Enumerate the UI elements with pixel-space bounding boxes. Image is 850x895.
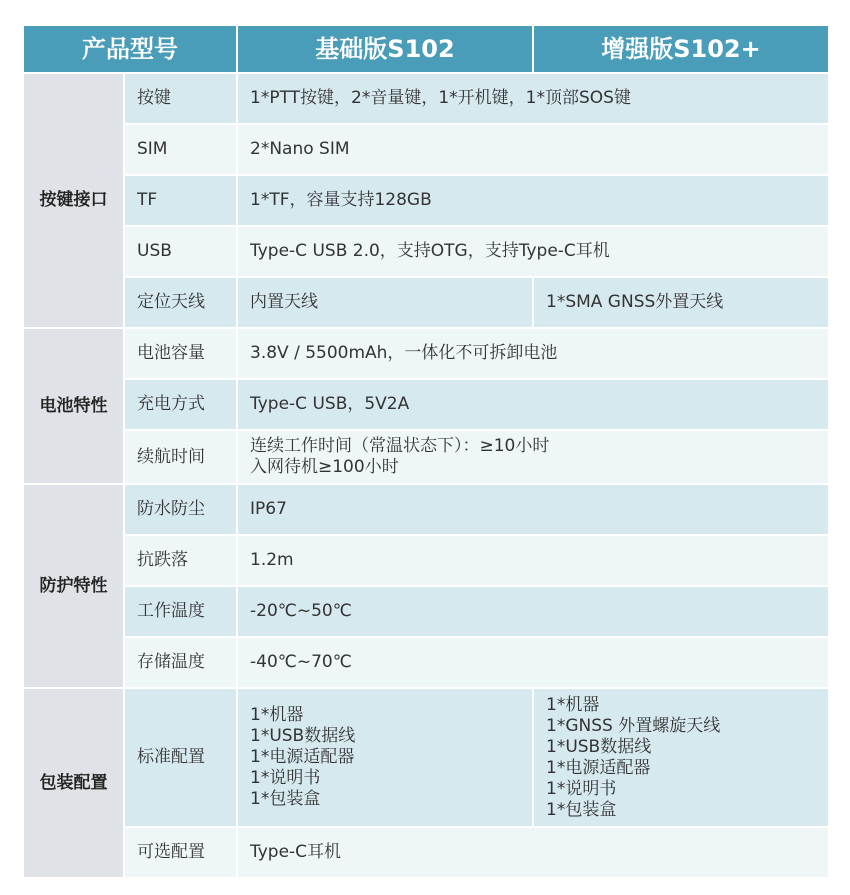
- item-label: 可选配置: [124, 827, 237, 878]
- item-value: Type-C USB，5V2A: [237, 379, 829, 430]
- item-value: -40℃~70℃: [237, 637, 829, 688]
- item-value: Type-C耳机: [237, 827, 829, 878]
- table-row: [23, 277, 829, 328]
- item-label: 标准配置: [124, 688, 237, 827]
- item-label: 电池容量: [124, 328, 237, 379]
- item-label: 工作温度: [124, 586, 237, 637]
- item-value-basic: 内置天线: [237, 277, 533, 328]
- table-row: [23, 430, 829, 484]
- group-label-keys-ports: 按键接口: [23, 73, 124, 328]
- item-value: [237, 430, 829, 484]
- item-label: 按键: [124, 73, 237, 124]
- table-row: [23, 535, 829, 586]
- header-basic: 基础版S102: [237, 25, 533, 73]
- table-row: [23, 827, 829, 878]
- item-value-basic: 1*机器 1*USB数据线 1*电源适配器 1*说明书 1*包装盒: [237, 688, 533, 827]
- item-label: 存储温度: [124, 637, 237, 688]
- table-row: [23, 73, 829, 124]
- item-value: 1.2m: [237, 535, 829, 586]
- group-label-package: 包装配置: [23, 688, 124, 878]
- header-model: 产品型号: [23, 25, 237, 73]
- item-value-plus: 1*SMA GNSS外置天线: [533, 277, 829, 328]
- item-value: 1*TF，容量支持128GB: [237, 175, 829, 226]
- item-label: 抗跌落: [124, 535, 237, 586]
- item-label: 充电方式: [124, 379, 237, 430]
- table-row: [23, 688, 829, 827]
- endurance-line-2: 入网待机≥100小时: [250, 457, 399, 477]
- table-row: [23, 175, 829, 226]
- item-value: Type-C USB 2.0，支持OTG，支持Type-C耳机: [237, 226, 829, 277]
- item-value: 1*PTT按键，2*音量键，1*开机键，1*顶部SOS键: [237, 73, 829, 124]
- item-label: USB: [124, 226, 237, 277]
- item-value: 3.8V / 5500mAh，一体化不可拆卸电池: [237, 328, 829, 379]
- item-value-plus: 1*机器 1*GNSS 外置螺旋天线 1*USB数据线 1*电源适配器 1*说明书 1*包装盒: [533, 688, 829, 827]
- table-row: [23, 226, 829, 277]
- item-value: -20℃~50℃: [237, 586, 829, 637]
- group-label-battery: 电池特性: [23, 328, 124, 484]
- item-value: 2*Nano SIM: [237, 124, 829, 175]
- table-row: [23, 484, 829, 535]
- item-label: SIM: [124, 124, 237, 175]
- table-row: [23, 328, 829, 379]
- table-row: [23, 637, 829, 688]
- item-value: IP67: [237, 484, 829, 535]
- header-plus: 增强版S102+: [533, 25, 829, 73]
- endurance-line-1: 连续工作时间（常温状态下）：≥10小时: [250, 436, 550, 456]
- group-label-protection: 防护特性: [23, 484, 124, 688]
- table-row: [23, 379, 829, 430]
- table-row: [23, 124, 829, 175]
- item-label: TF: [124, 175, 237, 226]
- table-row: [23, 586, 829, 637]
- header-row: [23, 25, 829, 73]
- item-label: 续航时间: [124, 430, 237, 484]
- item-label: 定位天线: [124, 277, 237, 328]
- spec-table: [22, 24, 830, 879]
- item-label: 防水防尘: [124, 484, 237, 535]
